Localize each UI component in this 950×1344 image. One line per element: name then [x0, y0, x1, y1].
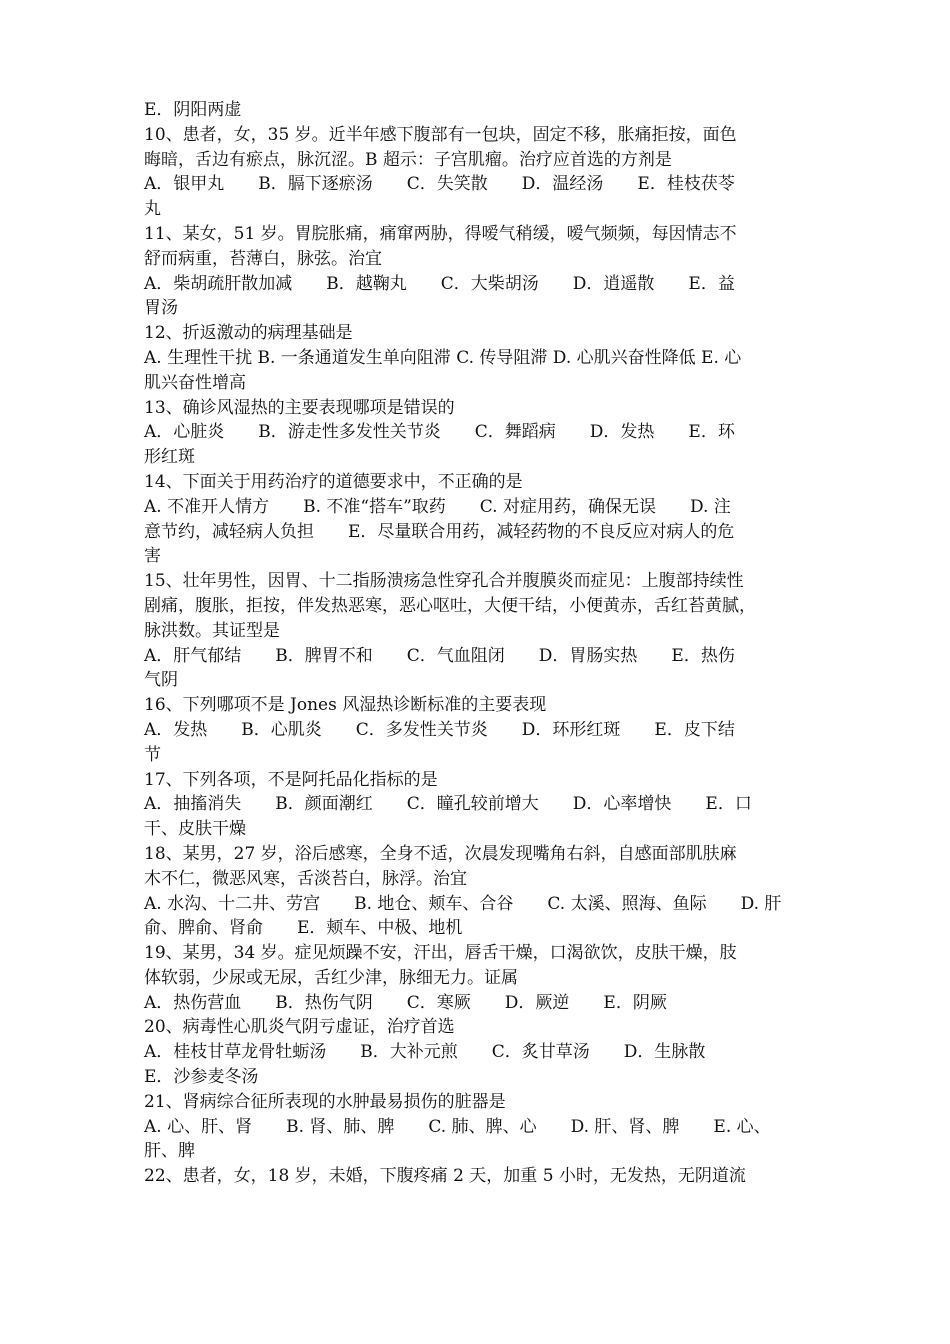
text-line: A．抽搐消失 B．颜面潮红 C．瞳孔较前增大 D．心率增快 E．口	[144, 794, 752, 815]
text-line: A. 水沟、十二井、劳宫 B. 地仓、颊车、合谷 C. 太溪、照海、鱼际 D. 肝	[144, 893, 782, 914]
text-line: 17、下列各项，不是阿托品化指标的是	[144, 769, 438, 790]
text-line: A．心脏炎 B．游走性多发性关节炎 C．舞蹈病 D．发热 E．环	[144, 422, 735, 443]
text-line: 意节约，减轻病人负担 E．尽量联合用药，减轻药物的不良反应对病人的危	[144, 521, 735, 542]
text-line: 害	[144, 546, 161, 567]
text-line: 干、皮肤干燥	[144, 819, 246, 840]
text-line: 18、某男，27 岁，浴后感寒，全身不适，次晨发现嘴角右斜，自感面部肌肤麻	[144, 843, 737, 864]
text-line: 15、壮年男性，因胃、十二指肠溃疡急性穿孔合并腹膜炎而症见：上腹部持续性	[144, 571, 744, 592]
text-line: 俞、脾俞、肾俞 E．颊车、中极、地机	[144, 918, 463, 939]
text-line: 形红斑	[144, 447, 195, 468]
text-line: 14、下面关于用药治疗的道德要求中，不正确的是	[144, 471, 523, 492]
text-line: 胃汤	[144, 298, 178, 319]
text-line: 木不仁，微恶风寒，舌淡苔白，脉浮。治宜	[144, 868, 467, 889]
text-line: 肝、脾	[144, 1141, 195, 1162]
text-line: 20、病毒性心肌炎气阴亏虚证，治疗首选	[144, 1017, 455, 1038]
text-line: 21、肾病综合征所表现的水肿最易损伤的脏器是	[144, 1091, 506, 1112]
text-line: 晦暗，舌边有瘀点，脉沉涩。B 超示：子宫肌瘤。治疗应首选的方剂是	[144, 149, 672, 170]
text-line: E．阴阳两虚	[144, 100, 242, 120]
text-line: 22、患者，女，18 岁，未婚，下腹疼痛 2 天，加重 5 小时，无发热，无阴道流	[144, 1166, 746, 1187]
text-line: 剧痛，腹胀，拒按，伴发热恶寒，恶心呕吐，大便干结，小便黄赤，舌红苔黄腻，	[144, 595, 756, 616]
text-line: A．桂枝甘草龙骨牡蛎汤 B．大补元煎 C．炙甘草汤 D．生脉散	[144, 1042, 706, 1063]
text-line: 13、确诊风湿热的主要表现哪项是错误的	[144, 397, 455, 418]
text-line: 脉洪数。其证型是	[144, 620, 280, 641]
text-line: 节	[144, 744, 161, 765]
text-line: E．沙参麦冬汤	[144, 1067, 259, 1088]
text-line: A. 心、肝、肾 B. 肾、肺、脾 C. 肺、脾、心 D. 肝、肾、脾 E. 心、	[144, 1116, 771, 1137]
text-line: A．柴胡疏肝散加减 B．越鞠丸 C．大柴胡汤 D．逍遥散 E．益	[144, 273, 735, 294]
text-line: A. 不准开人情方 B. 不准“搭车”取药 C. 对症用药，确保无误 D. 注	[144, 496, 731, 517]
text-line: 12、折返激动的病理基础是	[144, 323, 353, 344]
document-text	[144, 98, 809, 1189]
text-line: 气阴	[144, 670, 178, 691]
text-line: 丸	[144, 199, 161, 220]
text-line: 16、下列哪项不是 Jones 风湿热诊断标准的主要表现	[144, 695, 547, 716]
text-line: 肌兴奋性增高	[144, 372, 246, 393]
text-line: 舒而病重，苔薄白，脉弦。治宜	[144, 248, 382, 269]
text-line: A．肝气郁结 B．脾胃不和 C．气血阻闭 D．胃肠实热 E．热伤	[144, 645, 735, 666]
text-line: 10、患者，女，35 岁。近半年感下腹部有一包块，固定不移，胀痛拒按，面色	[144, 124, 737, 145]
text-line: 11、某女，51 岁。胃脘胀痛，痛窜两胁，得嗳气稍缓，嗳气频频，每因情志不	[144, 223, 737, 244]
text-line: A．发热 B．心肌炎 C．多发性关节炎 D．环形红斑 E．皮下结	[144, 719, 735, 740]
text-line: A．热伤营血 B．热伤气阴 C．寒厥 D．厥逆 E．阴厥	[144, 992, 667, 1013]
text-line: 19、某男，34 岁。症见烦躁不安，汗出，唇舌干燥，口渴欲饮，皮肤干燥，肢	[144, 943, 737, 964]
text-line: 体软弱，少尿或无尿，舌红少津，脉细无力。证属	[144, 967, 518, 988]
text-line: A．银甲丸 B．膈下逐瘀汤 C．失笑散 D．温经汤 E．桂枝茯苓	[144, 174, 735, 195]
text-line: A. 生理性干扰 B. 一条通道发生单向阻滞 C. 传导阻滞 D. 心肌兴奋性降低 E. 心	[144, 347, 742, 368]
